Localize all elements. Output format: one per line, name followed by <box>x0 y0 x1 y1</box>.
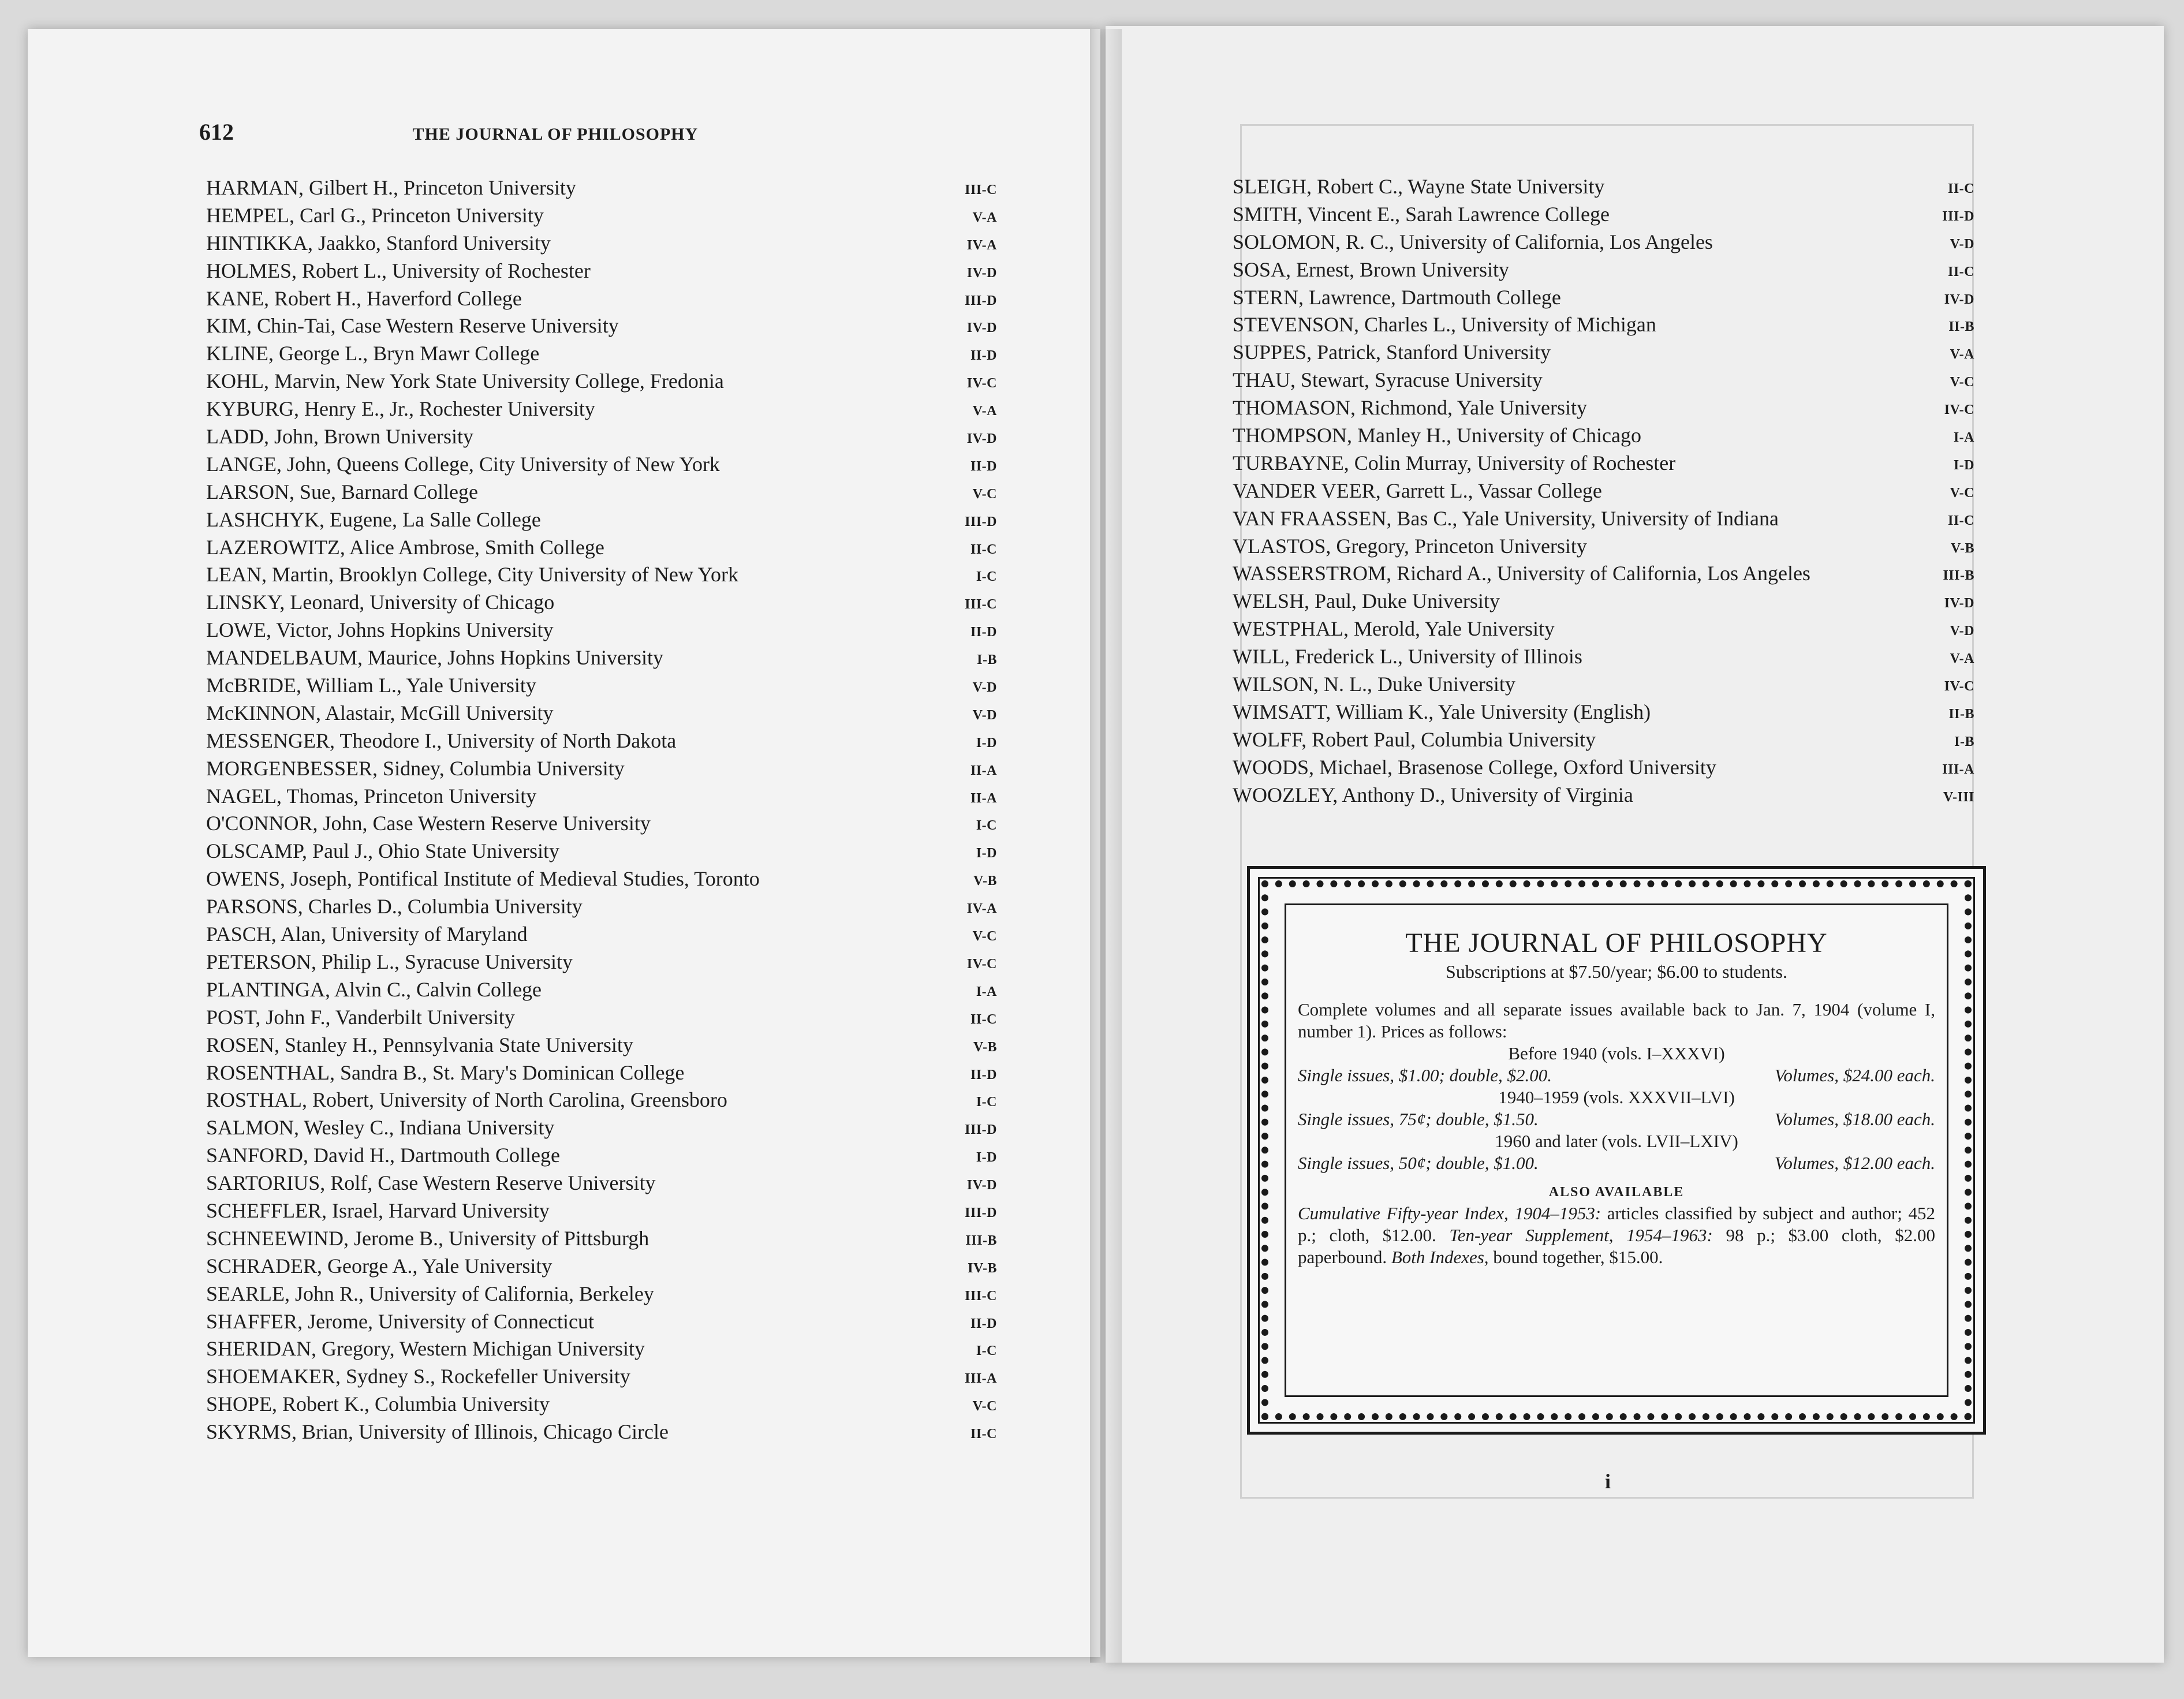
member-name: PETERSON, Philip L., Syracuse University <box>206 950 573 973</box>
member-entry <box>206 589 997 617</box>
member-name: SKYRMS, Brian, University of Illinois, Chicago Circle <box>206 1420 669 1444</box>
member-entry <box>206 1308 997 1336</box>
session-code: II-C <box>1947 181 1974 196</box>
member-entry <box>206 1363 997 1391</box>
member-entry <box>206 1086 997 1114</box>
ad-supplement-title: Ten-year Supplement, 1954–1963: <box>1449 1225 1713 1245</box>
ad-period-1: Before 1940 (vols. I–XXXVI) <box>1508 1043 1725 1063</box>
member-name: SCHRADER, George A., Yale University <box>206 1254 552 1278</box>
member-entry <box>206 257 997 285</box>
session-code: I-C <box>976 569 997 585</box>
member-entry <box>206 1197 997 1225</box>
member-entry <box>1233 284 1974 312</box>
ad-period-2-prices <box>1298 1108 1935 1130</box>
member-entry <box>206 1418 997 1446</box>
session-code: II-B <box>1948 706 1974 722</box>
ad-availability: Complete volumes and all separate issues available back to Jan. 7, 1904 (volume I, number 1). Prices as follows: <box>1298 999 1935 1041</box>
member-name: HOLMES, Robert L., University of Rochester <box>206 259 591 282</box>
member-name: SMITH, Vincent E., Sarah Lawrence College <box>1233 202 1610 226</box>
member-entry <box>1233 367 1974 394</box>
session-code: IV-D <box>966 431 997 447</box>
session-code: I-A <box>976 984 997 999</box>
session-code: I-B <box>977 652 997 668</box>
ad-title: THE JOURNAL OF PHILOSOPHY <box>1405 928 1828 958</box>
member-name: LANGE, John, Queens College, City University of New York <box>206 452 720 476</box>
member-entry <box>206 893 997 921</box>
member-name: KANE, Robert H., Haverford College <box>206 286 522 310</box>
member-entry <box>1233 782 1974 809</box>
member-entry <box>206 534 997 562</box>
member-name: STERN, Lawrence, Dartmouth College <box>1233 285 1561 309</box>
session-code: IV-B <box>968 1260 997 1276</box>
member-name: WILL, Frederick L., University of Illinois <box>1233 645 1582 669</box>
session-code: II-D <box>970 458 997 474</box>
ad-subscriptions: Subscriptions at $7.50/year; $6.00 to students. <box>1446 961 1787 982</box>
ad-period-3-single: Single issues, 50¢; double, $1.00. <box>1298 1153 1539 1173</box>
member-entry <box>206 1059 997 1087</box>
member-name: MESSENGER, Theodore I., University of North Dakota <box>206 729 677 752</box>
member-entry <box>1233 505 1974 533</box>
session-code: II-C <box>970 542 997 557</box>
member-name: O'CONNOR, John, Case Western Reserve University <box>206 812 651 835</box>
ad-period-2-single: Single issues, 75¢; double, $1.50. <box>1298 1109 1539 1129</box>
member-name: NAGEL, Thomas, Princeton University <box>206 784 537 808</box>
session-code: V-A <box>972 404 997 419</box>
ad-both-title: Both Indexes, <box>1391 1247 1489 1267</box>
member-name: OLSCAMP, Paul J., Ohio State University <box>206 839 560 863</box>
member-entry <box>1233 477 1974 505</box>
member-entry <box>206 921 997 949</box>
session-code: IV-C <box>1944 679 1974 694</box>
member-name: SHOPE, Robert K., Columbia University <box>206 1392 550 1416</box>
member-entry <box>206 451 997 479</box>
session-code: I-A <box>1953 430 1974 446</box>
session-code: V-B <box>973 1039 997 1055</box>
member-name: LADD, John, Brown University <box>206 425 473 449</box>
ad-period-1-volumes: Volumes, $24.00 each. <box>1774 1065 1935 1085</box>
session-code: II-D <box>970 1316 997 1331</box>
session-code: IV-D <box>1944 292 1974 307</box>
member-entry <box>1233 339 1974 367</box>
member-entry <box>206 1114 997 1142</box>
member-name: SEARLE, John R., University of California, Berkeley <box>206 1282 654 1305</box>
member-name: LINSKY, Leonard, University of Chicago <box>206 591 555 614</box>
session-code: V-D <box>972 680 997 696</box>
session-code: V-C <box>1950 485 1974 501</box>
session-code: II-D <box>970 1067 997 1082</box>
member-entry <box>1233 394 1974 422</box>
session-code: IV-A <box>966 237 997 253</box>
page-number: 612 <box>199 119 234 145</box>
member-entry <box>206 617 997 644</box>
session-code: I-C <box>976 818 997 834</box>
session-code: I-D <box>1953 457 1974 473</box>
member-name: McKINNON, Alastair, McGill University <box>206 701 554 725</box>
member-entry <box>1233 699 1974 726</box>
session-code: II-B <box>1948 319 1974 335</box>
member-entry <box>206 810 997 838</box>
session-code: I-D <box>976 1150 997 1166</box>
member-entry <box>206 1004 997 1032</box>
session-code: III-C <box>965 182 997 197</box>
member-entry <box>1233 754 1974 782</box>
member-name: THOMASON, Richmond, Yale University <box>1233 396 1588 420</box>
member-entry <box>206 1142 997 1170</box>
member-name: PASCH, Alan, University of Maryland <box>206 923 528 946</box>
member-name: SANFORD, David H., Dartmouth College <box>206 1144 560 1167</box>
session-code: II-D <box>970 348 997 364</box>
session-code: V-C <box>972 1399 997 1414</box>
member-entry <box>206 395 997 423</box>
session-code: IV-D <box>966 1178 997 1193</box>
session-code: IV-C <box>1944 402 1974 418</box>
session-code: IV-A <box>966 901 997 917</box>
session-code: V-C <box>1950 375 1974 390</box>
member-entry <box>206 672 997 700</box>
session-code: I-C <box>976 1095 997 1110</box>
ad-period-3: 1960 and later (vols. LVII–LXIV) <box>1495 1131 1738 1151</box>
ad-both-desc: bound together, $15.00. <box>1488 1247 1663 1267</box>
member-entry <box>206 1032 997 1059</box>
session-code: IV-D <box>966 320 997 336</box>
member-entry <box>206 1170 997 1197</box>
member-name: ROSENTHAL, Sandra B., St. Mary's Dominican College <box>206 1061 685 1084</box>
session-code: III-D <box>965 1122 997 1138</box>
session-code: III-C <box>965 597 997 613</box>
member-name: KYBURG, Henry E., Jr., Rochester University <box>206 397 595 421</box>
left-member-list <box>206 174 997 1446</box>
member-name: KIM, Chin-Tai, Case Western Reserve University <box>206 314 619 338</box>
member-entry <box>206 506 997 534</box>
member-entry <box>206 838 997 865</box>
session-code: III-C <box>965 1288 997 1304</box>
session-code: IV-C <box>966 956 997 972</box>
member-name: THOMPSON, Manley H., University of Chicago <box>1233 424 1641 447</box>
member-name: VLASTOS, Gregory, Princeton University <box>1233 534 1587 558</box>
member-name: SOLOMON, R. C., University of California, Los Angeles <box>1233 230 1713 253</box>
session-code: IV-D <box>966 265 997 281</box>
session-code: II-D <box>970 625 997 640</box>
member-name: WOLFF, Robert Paul, Columbia University <box>1233 727 1596 751</box>
session-code: II-A <box>970 790 997 806</box>
ad-index-title: Cumulative Fifty-year Index, 1904–1953: <box>1298 1203 1601 1223</box>
member-entry <box>206 561 997 589</box>
ad-index-desc: articles classified by subject and author; 452 p.; cloth, $12.00. <box>1298 1203 1935 1245</box>
session-code: III-D <box>965 1205 997 1220</box>
member-entry <box>206 949 997 976</box>
ad-index-paragraph <box>1298 1203 1935 1268</box>
member-name: HINTIKKA, Jaakko, Stanford University <box>206 231 551 255</box>
member-entry <box>206 1253 997 1280</box>
member-entry <box>206 865 997 893</box>
member-entry <box>206 1225 997 1253</box>
session-code: II-C <box>970 1427 997 1442</box>
ad-content <box>1285 903 1948 1397</box>
session-code: III-D <box>965 514 997 529</box>
ad-period-1-prices <box>1298 1065 1935 1086</box>
member-name: OWENS, Joseph, Pontifical Institute of Medieval Studies, Toronto <box>206 867 760 891</box>
member-entry <box>206 312 997 340</box>
ad-period-3-prices <box>1298 1152 1935 1174</box>
member-entry <box>1233 256 1974 284</box>
member-entry <box>206 727 997 755</box>
member-entry <box>206 976 997 1004</box>
member-entry <box>1233 643 1974 671</box>
session-code: V-III <box>1943 789 1974 805</box>
session-code: V-B <box>1950 540 1974 556</box>
member-name: SCHEFFLER, Israel, Harvard University <box>206 1198 550 1222</box>
session-code: IV-C <box>966 376 997 391</box>
session-code: V-B <box>973 873 997 889</box>
running-head <box>199 118 698 145</box>
member-name: MORGENBESSER, Sidney, Columbia University <box>206 756 625 780</box>
member-name: SUPPES, Patrick, Stanford University <box>1233 341 1551 364</box>
ad-period-2: 1940–1959 (vols. XXXVII–LVI) <box>1498 1087 1735 1107</box>
member-entry <box>206 202 997 230</box>
ad-period-3-volumes: Volumes, $12.00 each. <box>1774 1153 1935 1173</box>
member-entry <box>1233 560 1974 588</box>
session-code: V-C <box>972 486 997 502</box>
member-name: WILSON, N. L., Duke University <box>1233 673 1515 696</box>
member-name: THAU, Stewart, Syracuse University <box>1233 368 1543 392</box>
session-code: I-B <box>1954 734 1974 749</box>
member-name: SALMON, Wesley C., Indiana University <box>206 1116 555 1140</box>
member-name: WOODS, Michael, Brasenose College, Oxford University <box>1233 755 1716 779</box>
member-name: WELSH, Paul, Duke University <box>1233 589 1500 613</box>
session-code: I-C <box>976 1343 997 1359</box>
session-code: III-D <box>965 293 997 308</box>
ad-period-1-single: Single issues, $1.00; double, $2.00. <box>1298 1065 1552 1085</box>
member-name: LARSON, Sue, Barnard College <box>206 480 478 503</box>
member-name: McBRIDE, William L., Yale University <box>206 674 536 697</box>
book-gutter <box>1090 29 1122 1663</box>
member-entry <box>1233 588 1974 615</box>
member-name: WESTPHAL, Merold, Yale University <box>1233 617 1555 641</box>
member-name: SOSA, Ernest, Brown University <box>1233 257 1509 281</box>
member-entry <box>206 700 997 727</box>
member-name: SHERIDAN, Gregory, Western Michigan University <box>206 1337 645 1361</box>
member-entry <box>206 423 997 451</box>
member-name: STEVENSON, Charles L., University of Michigan <box>1233 313 1656 337</box>
session-code: V-C <box>972 929 997 944</box>
member-name: KOHL, Marvin, New York State University College, Fredonia <box>206 369 724 393</box>
member-name: TURBAYNE, Colin Murray, University of Rochester <box>1233 451 1676 475</box>
member-entry <box>206 368 997 395</box>
session-code: II-C <box>1947 513 1974 528</box>
member-entry <box>1233 671 1974 699</box>
subscription-advertisement <box>1247 866 1986 1435</box>
member-name: POST, John F., Vanderbilt University <box>206 1005 515 1029</box>
member-entry <box>1233 311 1974 339</box>
member-entry <box>206 644 997 672</box>
ad-period-2-volumes: Volumes, $18.00 each. <box>1774 1109 1935 1129</box>
member-entry <box>206 230 997 257</box>
folio-number: i <box>1605 1470 1611 1493</box>
session-code: III-B <box>1943 568 1974 584</box>
member-name: VANDER VEER, Garrett L., Vassar College <box>1233 479 1602 502</box>
member-name: VAN FRAASSEN, Bas C., Yale University, University of Indiana <box>1233 506 1779 530</box>
member-entry <box>206 1391 997 1418</box>
member-name: PLANTINGA, Alvin C., Calvin College <box>206 977 542 1001</box>
member-entry <box>206 174 997 202</box>
session-code: V-D <box>972 707 997 723</box>
member-entry <box>1233 201 1974 229</box>
session-code: I-D <box>976 735 997 750</box>
member-name: WIMSATT, William K., Yale University (English) <box>1233 700 1651 723</box>
member-name: SHOEMAKER, Sydney S., Rockefeller University <box>206 1365 630 1388</box>
member-name: LOWE, Victor, Johns Hopkins University <box>206 618 554 642</box>
member-name: SARTORIUS, Rolf, Case Western Reserve University <box>206 1171 656 1195</box>
member-entry <box>206 479 997 506</box>
member-name: HEMPEL, Carl G., Princeton University <box>206 203 544 227</box>
session-code: IV-D <box>1944 596 1974 611</box>
member-name: LEAN, Martin, Brooklyn College, City University of New York <box>206 563 738 587</box>
session-code: V-D <box>1950 623 1974 639</box>
member-name: LAZEROWITZ, Alice Ambrose, Smith College <box>206 535 604 559</box>
session-code: V-A <box>1950 347 1974 363</box>
member-name: LASHCHYK, Eugene, La Salle College <box>206 507 541 531</box>
session-code: V-D <box>1950 236 1974 252</box>
member-name: MANDELBAUM, Maurice, Johns Hopkins University <box>206 646 663 670</box>
member-entry <box>206 285 997 313</box>
member-name: ROSEN, Stanley H., Pennsylvania State University <box>206 1033 633 1056</box>
member-entry <box>1233 229 1974 256</box>
member-name: SCHNEEWIND, Jerome B., University of Pittsburgh <box>206 1226 649 1250</box>
member-entry <box>1233 450 1974 477</box>
member-entry <box>206 783 997 811</box>
member-name: KLINE, George L., Bryn Mawr College <box>206 342 540 365</box>
member-entry <box>206 1335 997 1363</box>
member-entry <box>206 340 997 368</box>
session-code: V-A <box>1950 651 1974 667</box>
member-name: SHAFFER, Jerome, University of Connecticut <box>206 1309 594 1333</box>
member-entry <box>1233 726 1974 754</box>
member-entry <box>206 755 997 783</box>
session-code: III-B <box>965 1233 997 1248</box>
member-name: PARSONS, Charles D., Columbia University <box>206 895 583 918</box>
session-code: I-D <box>976 846 997 861</box>
session-code: III-A <box>965 1371 997 1387</box>
member-entry <box>1233 615 1974 643</box>
member-entry <box>1233 173 1974 201</box>
member-name: WOOZLEY, Anthony D., University of Virginia <box>1233 783 1633 806</box>
ad-supplement-desc: 98 p.; $3.00 cloth, $2.00 paperbound. <box>1298 1225 1935 1267</box>
right-member-list <box>1233 173 1974 809</box>
session-code: III-A <box>1942 761 1974 777</box>
running-head-title: THE JOURNAL OF PHILOSOPHY <box>412 125 699 144</box>
ad-also-available: ALSO AVAILABLE <box>1548 1185 1685 1200</box>
member-name: HARMAN, Gilbert H., Princeton University <box>206 176 576 199</box>
session-code: II-A <box>970 763 997 778</box>
member-name: WASSERSTROM, Richard A., University of California, Los Angeles <box>1233 562 1810 585</box>
session-code: III-D <box>1942 208 1974 224</box>
member-entry <box>1233 422 1974 450</box>
member-entry <box>206 1280 997 1308</box>
session-code: II-C <box>970 1011 997 1027</box>
member-name: SLEIGH, Robert C., Wayne State University <box>1233 175 1605 198</box>
session-code: II-C <box>1947 264 1974 279</box>
member-entry <box>1233 533 1974 561</box>
member-name: ROSTHAL, Robert, University of North Carolina, Greensboro <box>206 1088 727 1112</box>
session-code: V-A <box>972 210 997 225</box>
